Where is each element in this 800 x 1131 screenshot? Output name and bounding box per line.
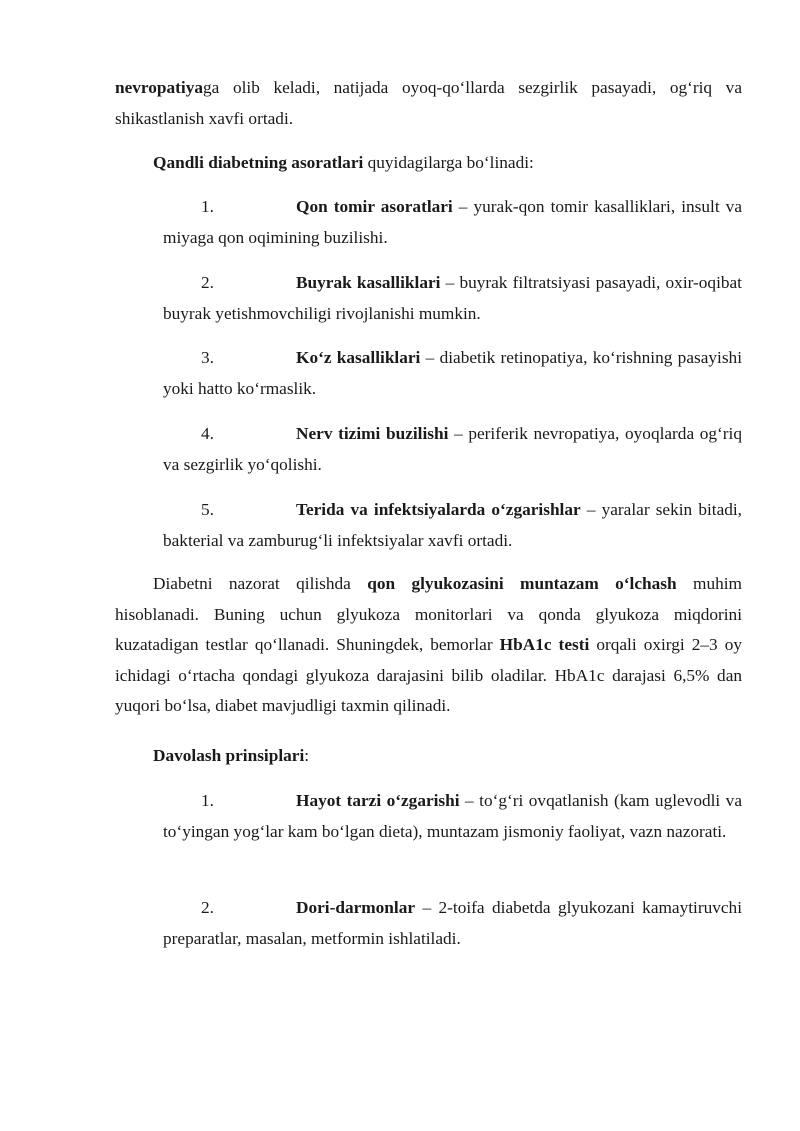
monitoring-text-2: muhim hisoblanadi. Buning uchun glyukoza monitorlari va qonda glyukoza miqdorini kuzatadigan testlar qo‘llanadi. Shuningdek, bemorlar xyxy=(115,574,742,654)
item-term: Terida va infektsiyalarda o‘zgarishlar xyxy=(296,500,581,519)
treatment-heading xyxy=(153,741,309,772)
item-text: – buyrak filtratsiyasi pasayadi, oxir-oqibat buyrak yetishmovchiligi rivojlanishi mumkin. xyxy=(163,273,742,323)
complications-heading xyxy=(153,148,534,179)
complication-item xyxy=(163,495,742,556)
treatment-heading-rest: : xyxy=(304,746,310,765)
item-text: – diabetik retinopatiya, ko‘rishning pasayishi yoki hatto ko‘rmaslik. xyxy=(163,348,743,398)
monitoring-bold-1: qon glyukozasini muntazam o‘lchash xyxy=(367,574,677,593)
item-term: Hayot tarzi o‘zgarishi xyxy=(296,791,460,810)
intro-text: ga olib keladi, natijada oyoq-qo‘llarda sezgirlik pasayadi, og‘riq va shikastlanish xavfi ortadi. xyxy=(115,78,742,128)
monitoring-paragraph xyxy=(115,569,742,722)
complication-item xyxy=(163,268,742,329)
treatment-item xyxy=(163,786,742,847)
treatment-item xyxy=(163,893,742,954)
item-term: Dori-darmonlar xyxy=(296,898,416,917)
intro-bold-term: nevropatiya xyxy=(115,78,204,97)
complication-item xyxy=(163,419,742,480)
item-text: – 2-toifa diabetda glyukozani kamaytiruvchi preparatlar, masalan, metformin ishlatiladi. xyxy=(163,898,742,948)
item-text: – yaralar sekin bitadi, bakterial va zamburug‘li infektsiyalar xavfi ortadi. xyxy=(163,500,743,550)
item-text: – to‘g‘ri ovqatlanish (kam uglevodli va to‘yingan yog‘lar kam bo‘lgan dieta), muntazam jismoniy faoliyat, vazn nazorati. xyxy=(163,791,742,841)
intro-paragraph xyxy=(115,73,742,134)
monitoring-bold-2: HbA1c testi xyxy=(499,635,590,654)
item-number: 4. xyxy=(201,424,214,443)
item-term: Qon tomir asoratlari xyxy=(296,197,453,216)
item-term: Buyrak kasalliklari xyxy=(296,273,441,292)
complications-heading-bold: Qandli diabetning asoratlari xyxy=(153,153,364,172)
item-number: 1. xyxy=(201,791,214,810)
item-term: Ko‘z kasalliklari xyxy=(296,348,421,367)
complication-item xyxy=(163,343,742,404)
item-number: 2. xyxy=(201,273,214,292)
monitoring-text-1: Diabetni nazorat qilishda xyxy=(153,574,368,593)
item-term: Nerv tizimi buzilishi xyxy=(296,424,449,443)
item-number: 5. xyxy=(201,500,214,519)
complications-heading-rest: quyidagilarga bo‘linadi: xyxy=(363,153,534,172)
item-text: – yurak-qon tomir kasalliklari, insult va miyaga qon oqimining buzilishi. xyxy=(163,197,742,247)
item-number: 3. xyxy=(201,348,214,367)
complication-item xyxy=(163,192,742,253)
treatment-heading-bold: Davolash prinsiplari xyxy=(153,746,305,765)
monitoring-text-3: orqali oxirgi 2–3 oy ichidagi o‘rtacha qondagi glyukoza darajasini bilib oladilar. HbA1c darajasi 6,5% dan yuqori bo‘lsa, diabet mavjudligi taxmin qilinadi. xyxy=(115,635,742,715)
item-number: 1. xyxy=(201,197,214,216)
item-number: 2. xyxy=(201,898,214,917)
item-text: – periferik nevropatiya, oyoqlarda og‘riq va sezgirlik yo‘qolishi. xyxy=(163,424,742,474)
